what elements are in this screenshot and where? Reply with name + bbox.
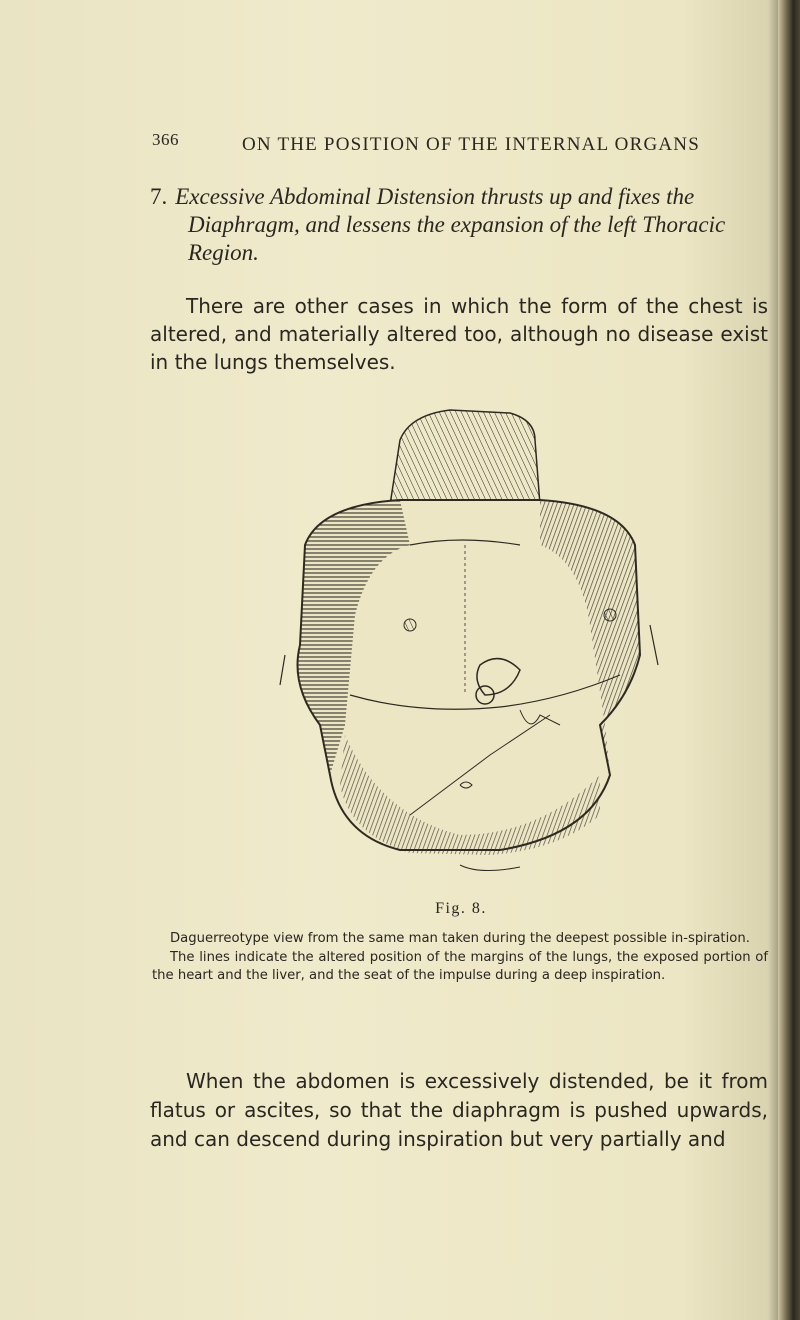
section-heading-line-2: Diaphragm, and lessens the expansion of the left Thoracic <box>188 212 726 237</box>
figure-caption-line-1: Daguerreotype view from the same man taken during the deepest possible in-spiration. <box>170 931 750 946</box>
body-paragraph-2-text: When the abdomen is excessively distended, be it from flatus or ascites, so that the diaphragm is pushed upwards, and can descend during inspiration but very partially and <box>150 1069 768 1151</box>
page-header <box>152 130 732 166</box>
torso-engraving <box>260 395 740 895</box>
figure-caption <box>152 930 768 986</box>
body-paragraph-2 <box>150 1067 768 1154</box>
section-heading-line-1: Excessive Abdominal Distension thrusts up and fixes the <box>175 184 695 209</box>
torso-illustration <box>260 395 740 895</box>
running-title: ON THE POSITION OF THE INTERNAL ORGANS <box>242 134 700 155</box>
section-heading-line-3: Region. <box>188 240 259 265</box>
section-number: 7. <box>150 184 168 209</box>
figure-caption-line-2: The lines indicate the altered position of the margins of the lungs, the exposed portion of the heart and the liver, and the seat of the impulse during a deep inspiration. <box>152 949 768 983</box>
page-number: 366 <box>152 130 179 149</box>
body-paragraph-1 <box>150 292 768 376</box>
figure-label: Fig. 8. <box>435 900 487 917</box>
page-edge-shadow <box>778 0 800 1320</box>
section-heading <box>150 183 770 267</box>
body-paragraph-1-text: There are other cases in which the form of the chest is altered, and materially altered too, although no disease exist in the lungs themselves. <box>150 294 768 374</box>
